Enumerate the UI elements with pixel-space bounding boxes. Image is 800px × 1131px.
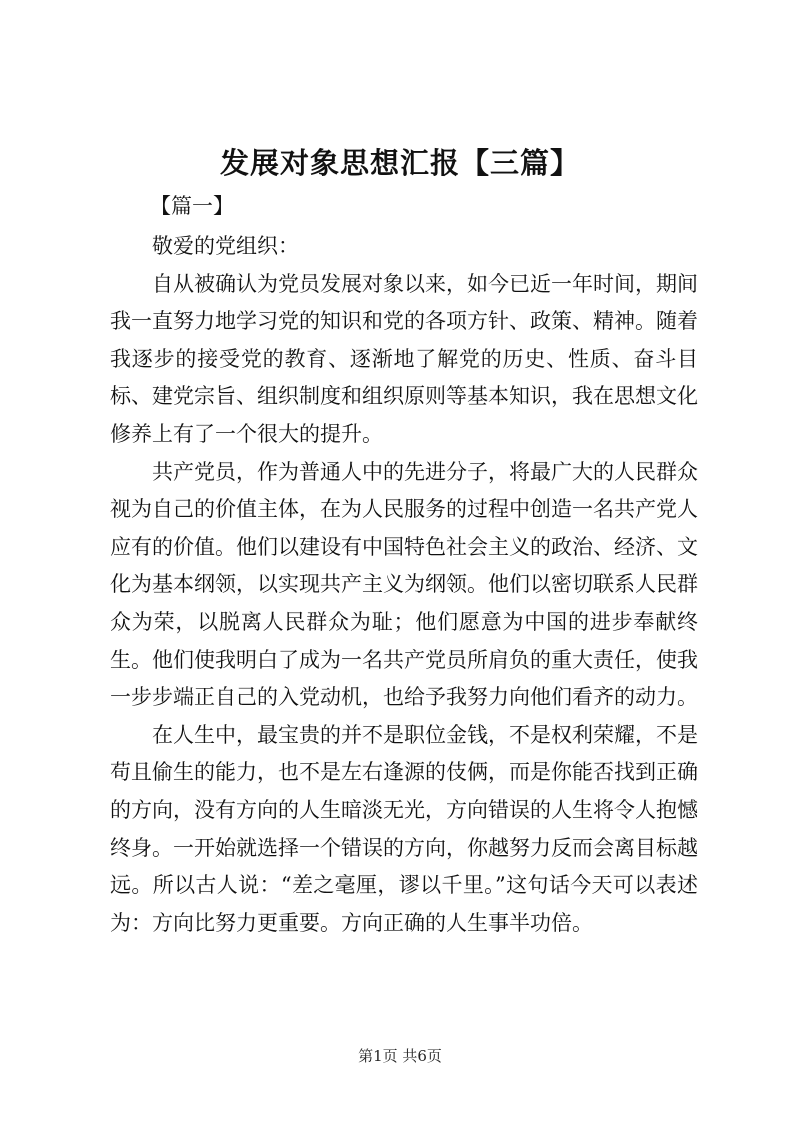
page-footer: 第1页 共6页 — [358, 1047, 442, 1065]
paragraph: 在人生中，最宝贵的并不是职位金钱，不是权利荣耀，不是苟且偷生的能力，也不是左右逢源的伎俩，而是你能否找到正确的方向，没有方向的人生暗淡无光，方向错误的人生将令人抱憾终身。一开始就选择一个错误的方向，你越努力反而会离目标越远。所以古人说：“差之毫厘，谬以千里。”这句话今天可以表述为：方向比努力更重要。方向正确的人生事半功倍。 — [110, 722, 698, 935]
section-heading: 【篇一】 — [150, 194, 234, 218]
document-title: 发展对象思想汇报【三篇】 — [219, 146, 580, 180]
paragraph: 自从被确认为党员发展对象以来，如今已近一年时间，期间我一直努力地学习党的知识和党的各项方针、政策、精神。随着我逐步的接受党的教育、逐渐地了解党的历史、性质、奋斗目标、建党宗旨、组织制度和组织原则等基本知识，我在思想文化修养上有了一个很大的提升。 — [110, 271, 698, 446]
paragraph: 共产党员，作为普通人中的先进分子，将最广大的人民群众视为自己的价值主体，在为人民服务的过程中创造一名共产党人应有的价值。他们以建设有中国特色社会主义的政治、经济、文化为基本纲领，以实现共产主义为纲领。他们以密切联系人民群众为荣，以脱离人民群众为耻；他们愿意为中国的进步奉献终生。他们使我明白了成为一名共产党员所肩负的重大责任，使我一步步端正自己的入党动机，也给予我努力向他们看齐的动力。 — [110, 459, 698, 710]
document-body — [110, 228, 698, 942]
salutation: 敬爱的党组织： — [152, 234, 299, 258]
